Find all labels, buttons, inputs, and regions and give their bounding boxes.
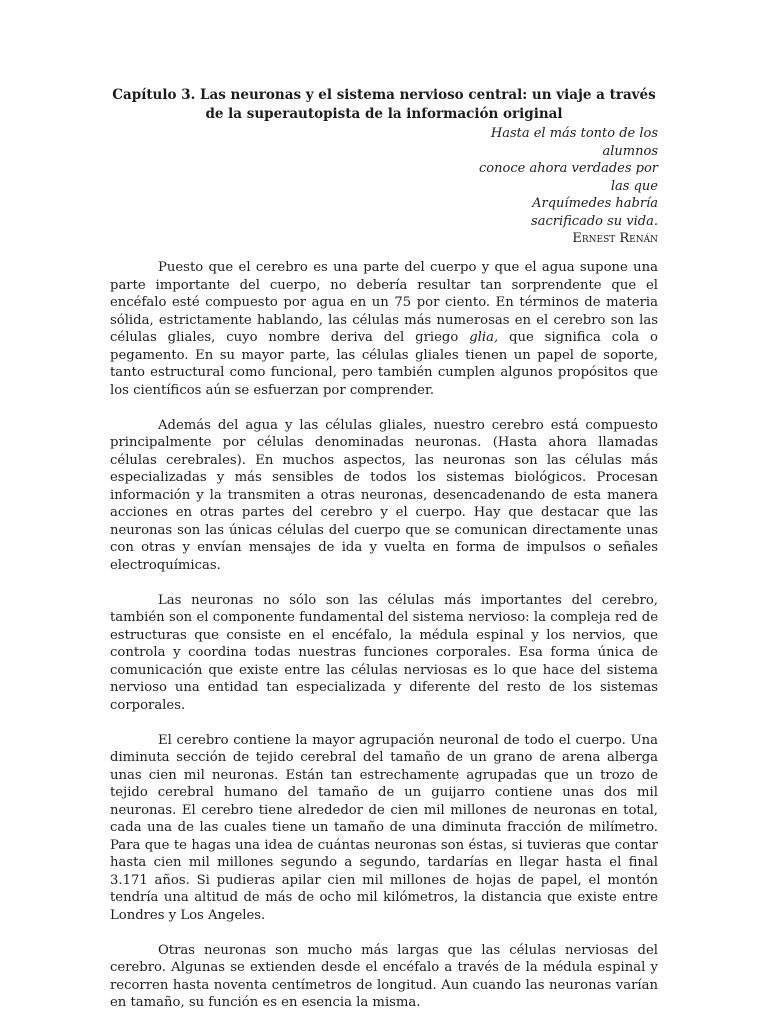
epigraph-line: Arquímedes habría	[532, 196, 658, 211]
epigraph-line: Hasta el más tonto de los	[490, 126, 658, 141]
epigraph-line: sacrificado su vida.	[531, 213, 658, 229]
body-text	[110, 259, 658, 1029]
paragraph-text: Puesto que el cerebro es una parte del cuerpo y que el agua supone una parte importante del cuerpo, no debería resultar tan sorprendente que el encéfalo esté compuesto por agua en un 75 por ciento. En términos de materia sólida, estrictamente hablando, las células más numerosas en el cerebro son las células gliales, cuyo nombre deriva del griego	[110, 260, 658, 345]
paragraph-text: Además del agua y las células gliales, nuestro cerebro está compuesto principalmente por células denominadas neuronas. (Hasta ahora llamadas células cerebrales). En muchos aspectos, las neuronas son las células más especializadas y más sensibles de todos los sistemas biológicos. Procesan información y la transmiten a otras neuronas, desencadenando de esta manera acciones en otras partes del cerebro y el cuerpo. Hay que destacar que las neuronas son las únicas células del cuerpo que se comunican directamente unas con otras y envían mensajes de ida y vuelta en forma de impulsos o señales electroquímicas.	[110, 417, 658, 573]
paragraph	[110, 592, 658, 715]
epigraph-line: las que	[610, 178, 658, 194]
chapter-title: Capítulo 3. Las neuronas y el sistema nervioso central: un viaje a través de la superautopista de la información original	[112, 87, 656, 122]
epigraph-line: conoce ahora verdades por	[479, 161, 658, 176]
epigraph-author: Ernest Renán	[572, 231, 658, 246]
paragraph-text: El cerebro contiene la mayor agrupación neuronal de todo el cuerpo. Una diminuta sección de tejido cerebral del tamaño de un grano de arena alberga unas cien mil neuronas. Están tan estrechamente agrupadas que un trozo de tejido cerebral humano del tamaño de un guijarro contiene unas dos mil neuronas. El cerebro tiene alrededor de cien mil millones de neuronas en total, cada una de las cuales tiene un tamaño de una diminuta fracción de milímetro. Para que te hagas una idea de cuántas neuronas son éstas, si tuvieras que contar hasta cien mil millones segundo a segundo, tardarías en llegar hasta el final 3.171 años. Si pudieras apilar cien mil millones de hojas de papel, el montón tendría una altitud de más de ocho mil kilómetros, la distancia que existe entre Londres y Los Angeles.	[110, 732, 658, 923]
paragraph	[110, 732, 658, 925]
paragraph-text: Otras neuronas son mucho más largas que las células nerviosas del cerebro. Algunas se extienden desde el encéfalo a través de la médula espinal y recorren hasta noventa centímetros de longitud. Aun cuando las neuronas varían en tamaño, su función es en esencia la misma.	[110, 942, 658, 1010]
epigraph	[458, 125, 658, 248]
paragraph-text: Las neuronas no sólo son las células más importantes del cerebro, también son el componente fundamental del sistema nervioso: la compleja red de estructuras que consiste en el encéfalo, la médula espinal y los nervios, que controla y coordina todas nuestras funciones corporales. Esa forma única de comunicación que existe entre las células nerviosas es lo que hace del sistema nervioso una entidad tan especializada y diferente del resto de los sistemas corporales.	[110, 592, 658, 713]
paragraph	[110, 942, 658, 1012]
paragraph-text: que significa cola o pegamento. En su mayor parte, las células gliales tienen un papel de soporte, tanto estructural como funcional, pero también cumplen algunos propósitos que los científicos aún se esfuerzan por comprender.	[110, 330, 658, 398]
paragraph	[110, 417, 658, 575]
epigraph-line: alumnos	[602, 143, 658, 159]
emphasized-term: glia,	[469, 330, 499, 345]
paragraph	[110, 259, 658, 399]
